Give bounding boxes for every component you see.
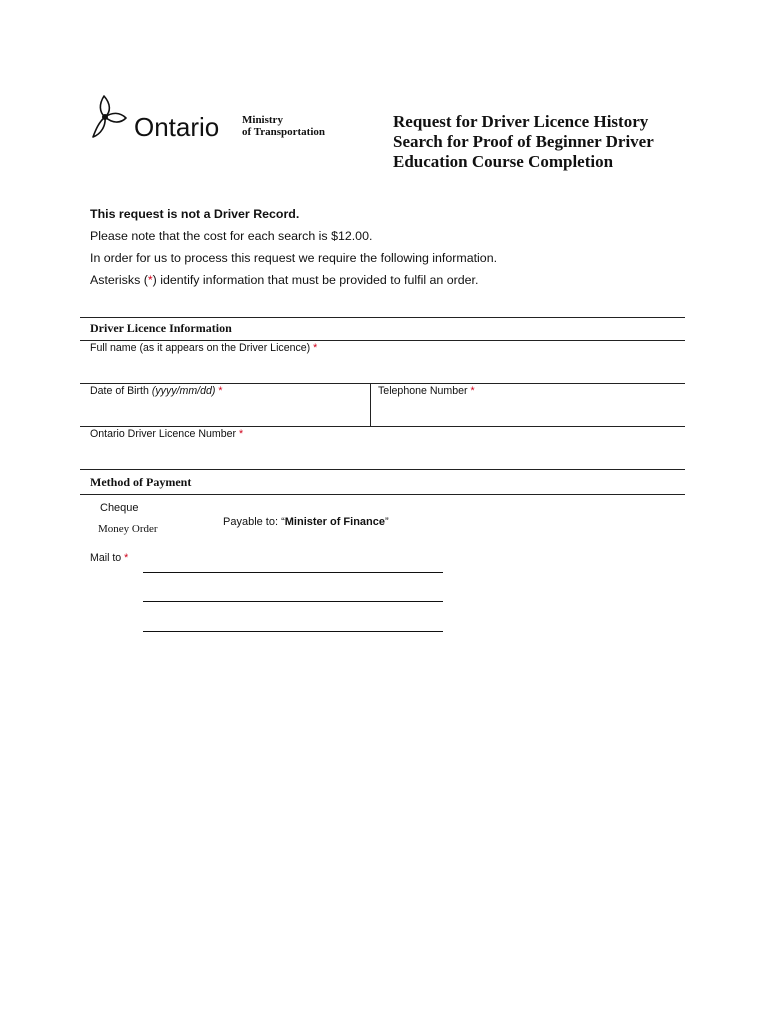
field-divider (370, 383, 371, 426)
date-of-birth-label (90, 385, 222, 397)
payable-prefix: Payable to: “ (223, 516, 285, 528)
not-driver-record-notice: This request is not a Driver Record. (90, 207, 300, 221)
telephone-label-text: Telephone Number (378, 385, 468, 397)
heading-rule (80, 494, 685, 495)
logo-wordmark: Ontario (134, 112, 220, 142)
section-rule-top (80, 317, 685, 318)
payable-to-text (223, 516, 389, 528)
trillium-icon (93, 96, 126, 137)
full-name-label-text: Full name (as it appears on the Driver Licence) (90, 342, 311, 354)
full-name-label (90, 342, 317, 354)
driver-licence-heading: Driver Licence Information (90, 321, 232, 335)
heading-rule (80, 340, 685, 341)
dob-format-hint: (yyyy/mm/dd) (151, 385, 216, 397)
telephone-label (378, 385, 475, 397)
ministry-name (242, 114, 325, 138)
payable-suffix: ” (385, 516, 389, 528)
asterisk-notice-start: Asterisks ( (90, 273, 148, 287)
mail-to-address-line-1[interactable] (143, 572, 443, 573)
cost-notice: Please note that the cost for each search is $12.00. (90, 229, 373, 243)
licence-number-field[interactable] (80, 442, 685, 468)
ontario-logo (90, 92, 240, 144)
ministry-line-1: Ministry (242, 114, 283, 126)
form-title-line-2: Search for Proof of Beginner Driver (393, 132, 654, 151)
required-info-notice: In order for us to process this request we require the following information. (90, 251, 498, 265)
mail-to-address-line-3[interactable] (143, 631, 443, 632)
ministry-line-2: of Transportation (242, 126, 326, 138)
required-asterisk: * (218, 385, 223, 397)
payee-name: Minister of Finance (284, 516, 386, 528)
required-asterisk: * (313, 342, 318, 354)
field-rule (80, 426, 685, 427)
licence-number-label-text: Ontario Driver Licence Number (90, 428, 237, 440)
required-asterisk: * (470, 385, 475, 397)
required-asterisk: * (238, 428, 244, 440)
form-title (393, 112, 713, 172)
intro-text (90, 203, 497, 291)
date-of-birth-field[interactable] (80, 399, 370, 425)
mail-to-label-text: Mail to (90, 552, 122, 564)
money-order-option[interactable]: Money Order (98, 523, 158, 535)
telephone-field[interactable] (372, 399, 684, 425)
licence-number-label (90, 428, 243, 440)
form-title-line-3: Education Course Completion (393, 152, 614, 171)
asterisk-notice-end: ) identify information that must be provided to fulfil an order. (152, 273, 479, 287)
dob-label-text: Date of Birth (90, 385, 149, 397)
mail-to-address-line-2[interactable] (143, 601, 443, 602)
mail-to-label (90, 552, 128, 564)
field-rule (80, 383, 685, 384)
section-rule-top (80, 469, 685, 470)
asterisk-notice (90, 269, 497, 291)
required-asterisk: * (147, 273, 153, 287)
full-name-field[interactable] (80, 356, 685, 382)
cheque-option[interactable]: Cheque (100, 502, 139, 514)
payment-method-heading: Method of Payment (90, 475, 192, 489)
required-asterisk: * (124, 552, 129, 564)
form-title-line-1: Request for Driver Licence History (393, 112, 649, 131)
